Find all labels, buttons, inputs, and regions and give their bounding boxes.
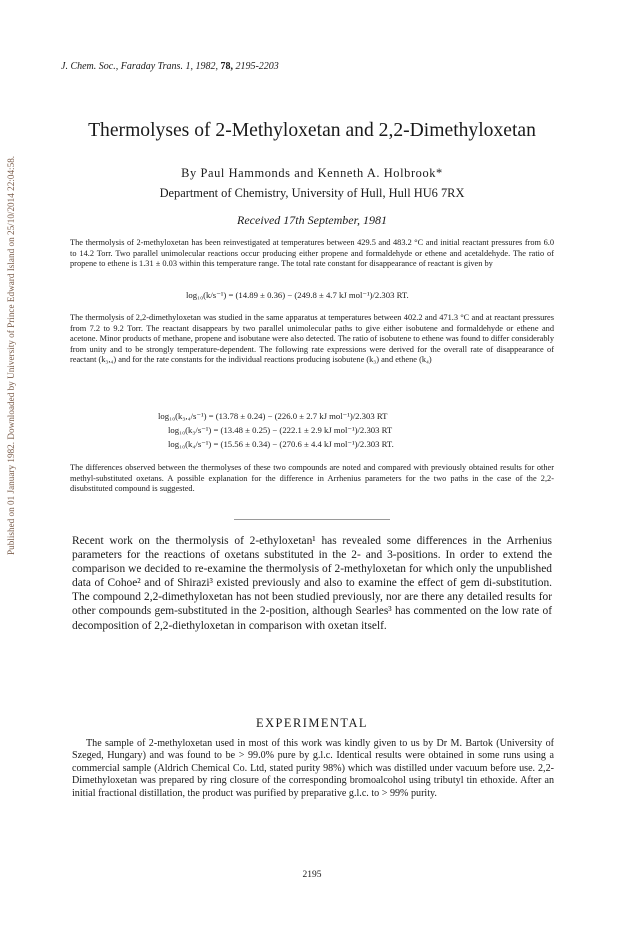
abstract-paragraph-1: The thermolysis of 2-methyloxetan has been reinvestigated at temperatures between 429.5 and 483.2 °C and initial reactant pressures from 6.0 to 14.2 Torr. Two parallel unimolecular reactions occur producing either propene and formaldehyde or ethene and acetaldehyde. The ratio of propene to ethene is 1.31 ± 0.03 within this temperature range. The total rate constant for disappearance of reactant is given by (70, 238, 554, 269)
equation-2: log₁₀(k₃,₄/s⁻¹) = (13.78 ± 0.24) − (226.0 ± 2.7 kJ mol⁻¹)/2.303 RT (158, 411, 388, 421)
abstract-paragraph-2: The thermolysis of 2,2-dimethyloxetan was studied in the same apparatus at temperatures between 402.2 and 471.3 °C and at reactant pressures from 7.2 to 9.2 Torr. The reactant disappears by two parallel unimolecular paths to give either isobutene and formaldehyde or ethene and acetone. Minor products of methane, propene and isobutane were also detected. The ratio of isobutene to ethene was found to differ considerably from unity and to be strongly temperature-dependent. The following rate expressions were derived for the overall rate of disappearance of reactant (k₃,₄) and for the rate constants for the individual reactions producing isobutene (k₃) and ethene (k₄) (70, 313, 554, 365)
equation-4: log₁₀(k₄/s⁻¹) = (15.56 ± 0.34) − (270.6 ± 4.4 kJ mol⁻¹)/2.303 RT. (168, 439, 394, 449)
journal-citation (61, 61, 279, 72)
page-number: 2195 (302, 870, 322, 880)
section-heading-experimental: EXPERIMENTAL (256, 716, 368, 730)
equation-3: log₁₀(k₃/s⁻¹) = (13.48 ± 0.25) − (222.1 ± 2.9 kJ mol⁻¹)/2.303 RT (168, 425, 393, 435)
section-divider (234, 519, 390, 520)
abstract-paragraph-3: The differences observed between the thermolyses of these two compounds are noted and compared with previously obtained results for other methyl-substituted oxetans. A possible explanation for the difference in Arrhenius parameters for the two paths in the case of the 2,2-disubstituted compound is suggested. (70, 463, 554, 494)
download-watermark: Published on 01 January 1982. Downloaded by University of Prince Edward Island on 25/10/2014 22:04:58. (6, 155, 16, 555)
citation-volume: 78, (220, 61, 233, 72)
equation-1: log₁₀(k/s⁻¹) = (14.89 ± 0.36) − (249.8 ± 4.7 kJ mol⁻¹)/2.303 RT. (186, 290, 409, 300)
received-date: Received 17th September, 1981 (237, 213, 387, 227)
experimental-paragraph: The sample of 2-methyloxetan used in most of this work was kindly given to us by Dr M. Bartok (University of Szeged, Hungary) and was found to be > 99.0% pure by g.l.c. Identical results were obtained in some runs using a commercial sample (Aldrich Chemical Co. Ltd, stated purity 98%) which was distilled under vacuum before use. 2,2-Dimethyloxetan was prepared by ring closure of the corresponding bromoalcohol using tributyl tin ethoxide. After an initial fractional distillation, the product was purified by preparative g.l.c. to > 99% purity. (72, 738, 554, 799)
citation-pages: 2195-2203 (235, 61, 279, 72)
introduction-paragraph: Recent work on the thermolysis of 2-ethyloxetan¹ has revealed some differences in the Arrhenius parameters for the reactions of oxetans substituted in the 2- and 3-positions. In order to extend the comparison we decided to re-examine the thermolysis of 2-methyloxetan for which only the unpublished data of Cohoe² and of Shirazi³ existed previously and also to examine the effect of gem di-substitution. The compound 2,2-dimethyloxetan has not been studied previously, nor are there any detailed results for other compounds gem-substituted in the 2-position, although Searles³ has commented on the low rate of decomposition of 2,2-diethyloxetan in comparison with oxetan itself. (72, 535, 552, 632)
affiliation: Department of Chemistry, University of Hull, Hull HU6 7RX (159, 186, 465, 200)
journal-name: J. Chem. Soc., Faraday Trans. 1, (61, 61, 193, 72)
citation-year: 1982, (195, 61, 218, 72)
article-title: Thermolyses of 2-Methyloxetan and 2,2-Dimethyloxetan (88, 120, 536, 141)
author-line: By Paul Hammonds and Kenneth A. Holbrook* (181, 166, 443, 180)
